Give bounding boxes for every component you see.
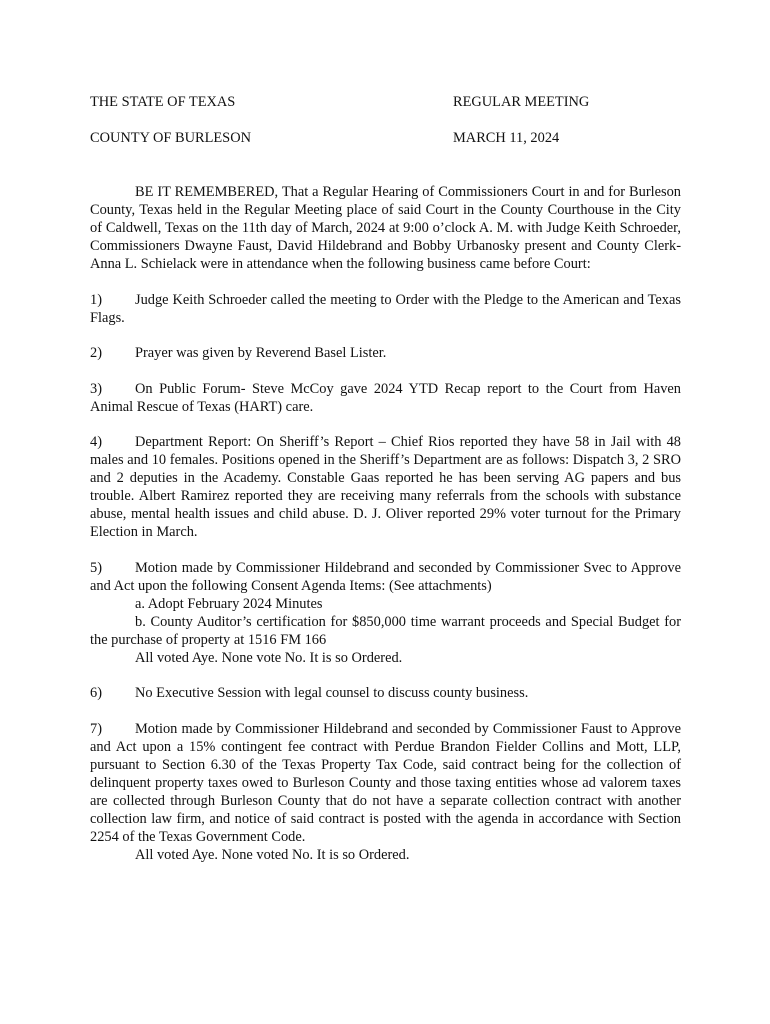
item-4	[90, 433, 681, 541]
item-7	[90, 720, 681, 864]
header-meeting-type: REGULAR MEETING	[453, 94, 590, 110]
header-state: THE STATE OF TEXAS	[90, 94, 236, 110]
item-6	[90, 684, 681, 702]
intro-paragraph: BE IT REMEMBERED, That a Regular Hearing of Commissioners Court in and for Burleson County, Texas held in the Regular Meeting place of said Court in the County Courthouse in the City of Caldwell, Texas on the 11th day of March, 2024 at 9:00 o’clock A. M. with Judge Keith Schroeder, Commissioners Dwayne Faust, David Hildebrand and Bobby Urbanosky present and County Clerk-Anna L. Schielack were in attendance when the following business came before Court:	[90, 184, 681, 272]
item-text: Department Report: On Sheriff’s Report – Chief Rios reported they have 58 in Jail with 48 males and 10 females. Positions opened in the Sheriff’s Department are as follows: Dispatch 3, 2 SRO and 2 deputies in the Academy. Constable Gaas reported he has been serving AG papers and bus trouble. Albert Ramirez reported they are receiving many referrals from the schools with substance abuse, mental health issues and child abuse. D. J. Oliver reported 29% voter turnout for the Primary Election in March.	[90, 434, 681, 540]
header-county: COUNTY OF BURLESON	[90, 130, 251, 146]
item-5	[90, 559, 681, 667]
item-text: On Public Forum- Steve McCoy gave 2024 YTD Recap report to the Court from Haven Animal Rescue of Texas (HART) care.	[90, 380, 681, 415]
item-7-vote: All voted Aye. None voted No. It is so Ordered.	[135, 846, 410, 863]
item-number: 7)	[90, 720, 102, 737]
item-number: 1)	[90, 291, 102, 308]
minutes-body	[90, 183, 681, 881]
header-date: MARCH 11, 2024	[453, 130, 560, 146]
item-number: 3)	[90, 380, 102, 397]
item-number: 4)	[90, 434, 102, 450]
item-number: 5)	[90, 559, 102, 576]
item-number: 2)	[90, 345, 102, 361]
item-5-sub-b: b. County Auditor’s certification for $850,000 time warrant proceeds and Special Budget for the purchase of property at 1516 FM 166	[90, 613, 681, 648]
item-text: Judge Keith Schroeder called the meeting to Order with the Pledge to the American and Texas Flags.	[90, 291, 681, 326]
item-text: Motion made by Commissioner Hildebrand and seconded by Commissioner Faust to Approve and Act upon a 15% contingent fee contract with Perdue Brandon Fielder Collins and Mott, LLP, pursuant to Section 6.30 of the Texas Property Tax Code, said contract being for the collection of delinquent property taxes owed to Burleson County and those taxing entities whose ad valorem taxes are collected through Burleson County that do not have a separate collection contract with another collection law firm, and notice of said contract is posted with the agenda in accordance with Section 2254 of the Texas Government Code.	[90, 720, 681, 845]
item-number: 6)	[90, 685, 102, 701]
item-5-sub-a: a. Adopt February 2024 Minutes	[135, 595, 323, 612]
item-3	[90, 380, 681, 416]
item-1	[90, 291, 681, 327]
item-2	[90, 344, 681, 362]
item-5-vote: All voted Aye. None vote No. It is so Ordered.	[135, 649, 403, 666]
item-text: No Executive Session with legal counsel to discuss county business.	[135, 685, 529, 701]
item-text: Prayer was given by Reverend Basel Lister.	[135, 345, 387, 361]
item-text: Motion made by Commissioner Hildebrand and seconded by Commissioner Svec to Approve and Act upon the following Consent Agenda Items: (See attachments)	[90, 559, 681, 594]
